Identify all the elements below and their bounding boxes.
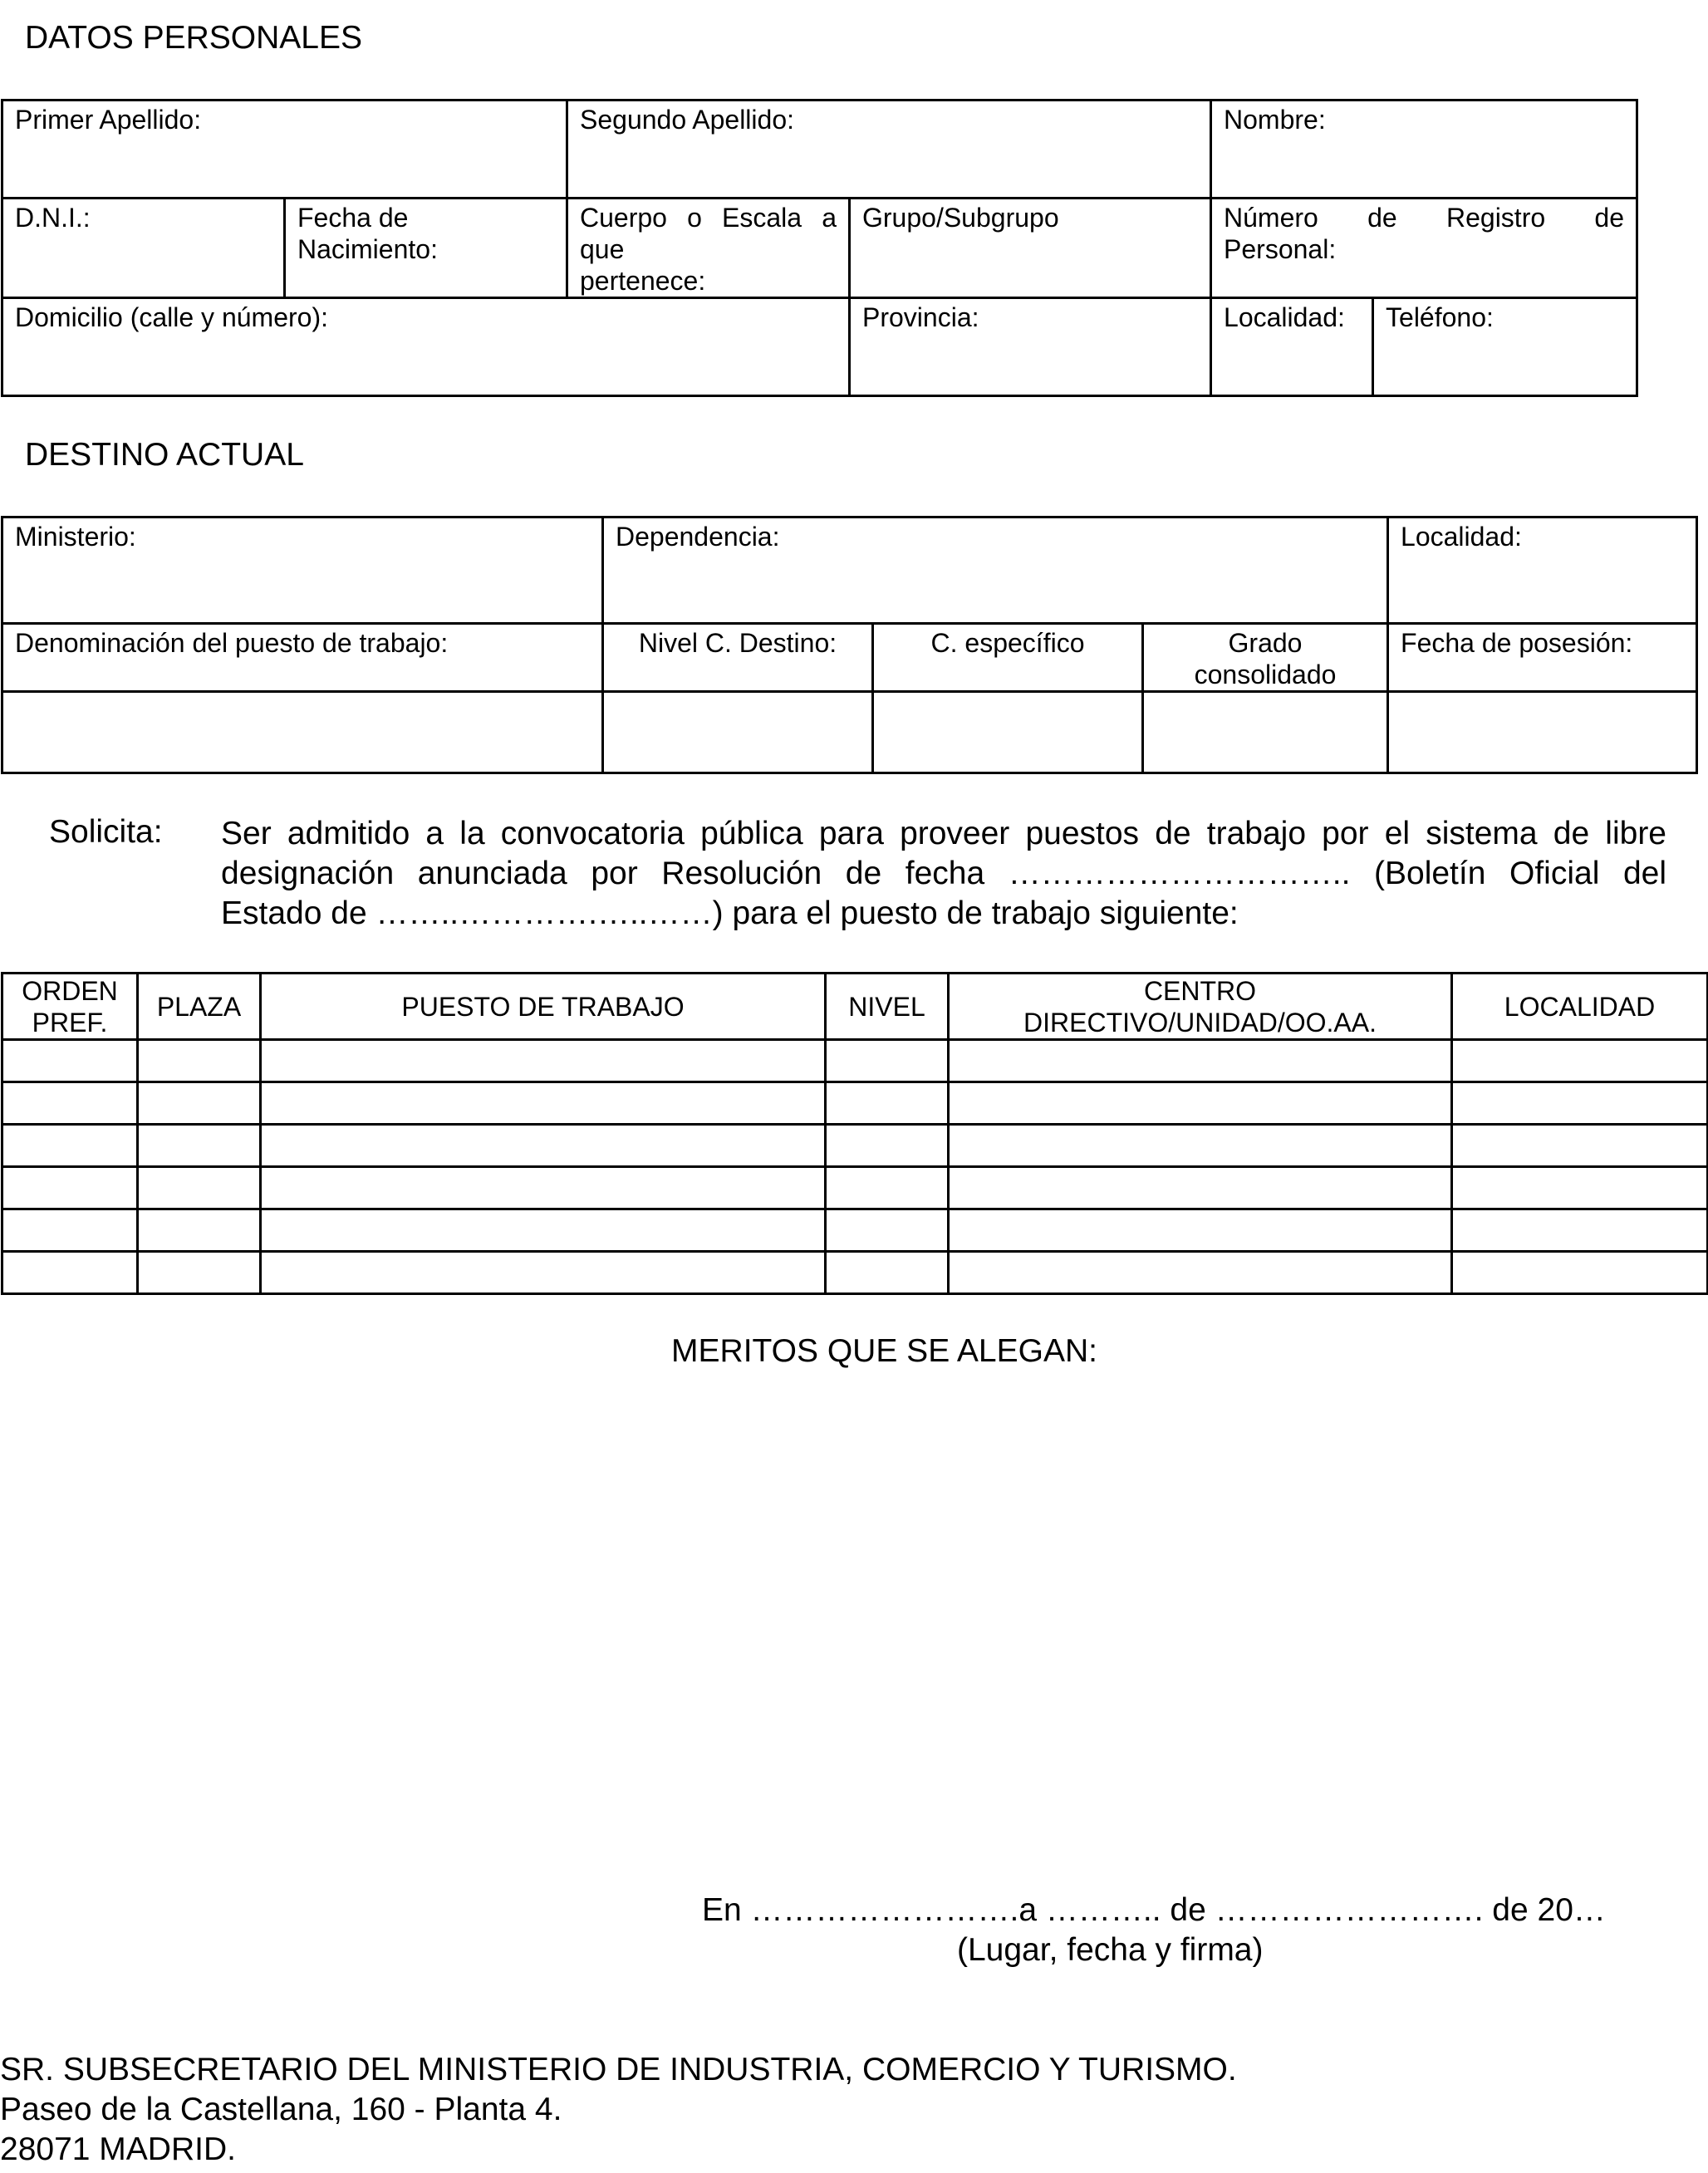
table-cell[interactable] [261, 1167, 826, 1209]
table-cell[interactable] [826, 1167, 949, 1209]
table-cell[interactable] [2, 1040, 138, 1082]
field-nombre[interactable] [1211, 101, 1637, 199]
table-cell[interactable] [1452, 1125, 1708, 1167]
meritos-title: MERITOS QUE SE ALEGAN: [671, 1333, 1097, 1369]
field-dependencia[interactable] [603, 517, 1388, 624]
header-denominacion [2, 624, 603, 692]
destinatario-line-3: 28071 MADRID. [0, 2131, 236, 2167]
header-plaza [138, 974, 261, 1040]
table-row [2, 1209, 1708, 1252]
label-fecha-nacimiento-2: Nacimiento: [297, 234, 438, 264]
table-cell[interactable] [949, 1082, 1452, 1125]
field-localidad-destino[interactable] [1388, 517, 1697, 624]
field-domicilio[interactable] [2, 298, 850, 396]
label-localidad: Localidad: [1224, 302, 1345, 332]
field-grupo-subgrupo[interactable] [850, 199, 1211, 298]
section-title-destino-actual: DESTINO ACTUAL [25, 437, 304, 473]
table-cell[interactable] [261, 1252, 826, 1294]
label-fecha-nacimiento-1: Fecha de [297, 203, 409, 233]
table-cell[interactable] [261, 1040, 826, 1082]
label-cuerpo-2: pertenece: [580, 266, 706, 296]
table-cell[interactable] [826, 1125, 949, 1167]
label-provincia: Provincia: [862, 302, 979, 332]
header-grado-consolidado [1143, 624, 1388, 692]
input-fecha-posesion[interactable] [1388, 692, 1697, 773]
header-orden-pref [2, 974, 138, 1040]
solicita-line-2: designación anunciada por Resolución de fecha ………………………….. (Boletín Oficial del [221, 856, 1666, 891]
header-fecha-posesion [1388, 624, 1697, 692]
field-telefono[interactable] [1373, 298, 1637, 396]
input-grado-consolidado[interactable] [1143, 692, 1388, 773]
input-denominacion[interactable] [2, 692, 603, 773]
table-cell[interactable] [261, 1209, 826, 1252]
table-cell[interactable] [2, 1209, 138, 1252]
field-cuerpo-escala[interactable] [567, 199, 850, 298]
label-centro-2: DIRECTIVO/UNIDAD/OO.AA. [1023, 1007, 1377, 1037]
label-plaza: PLAZA [156, 991, 242, 1022]
table-cell[interactable] [949, 1209, 1452, 1252]
field-dni[interactable] [2, 199, 285, 298]
label-localidad-plaza: LOCALIDAD [1504, 991, 1656, 1022]
label-centro-1: CENTRO [1143, 975, 1257, 1006]
table-row [2, 1082, 1708, 1125]
label-denominacion: Denominación del puesto de trabajo: [15, 628, 449, 658]
field-localidad[interactable] [1211, 298, 1373, 396]
table-cell[interactable] [138, 1167, 261, 1209]
label-dependencia: Dependencia: [616, 522, 780, 552]
table-cell[interactable] [826, 1209, 949, 1252]
table-cell[interactable] [826, 1082, 949, 1125]
field-ministerio[interactable] [2, 517, 603, 624]
label-localidad-destino: Localidad: [1401, 522, 1522, 552]
table-cell[interactable] [949, 1167, 1452, 1209]
header-nivel-destino [603, 624, 873, 692]
label-nivel: NIVEL [848, 991, 925, 1022]
destino-actual-table [1, 516, 1698, 774]
firma-line: En …………………….a ……….. de ……………………. de 20… [702, 1892, 1606, 1928]
destinatario-block [0, 2050, 1237, 2170]
solicita-line-3: Estado de ……..………….…..……) para el puesto de trabajo siguiente: [221, 895, 1239, 931]
table-cell[interactable] [1452, 1082, 1708, 1125]
solicita-text [221, 814, 1666, 934]
table-cell[interactable] [138, 1252, 261, 1294]
label-orden-2: PREF. [32, 1007, 108, 1037]
label-ministerio: Ministerio: [15, 522, 136, 552]
section-title-datos-personales: DATOS PERSONALES [25, 20, 363, 56]
table-cell[interactable] [1452, 1167, 1708, 1209]
label-cuerpo-1: Cuerpo o Escala a que [580, 203, 837, 264]
table-cell[interactable] [2, 1082, 138, 1125]
plazas-table [1, 972, 1708, 1295]
header-puesto-trabajo [261, 974, 826, 1040]
field-primer-apellido[interactable] [2, 101, 567, 199]
table-cell[interactable] [949, 1040, 1452, 1082]
datos-personales-table [1, 99, 1638, 397]
destinatario-line-2: Paseo de la Castellana, 160 - Planta 4. [0, 2092, 562, 2127]
label-grado-2: consolidado [1194, 660, 1337, 689]
label-dni: D.N.I.: [15, 203, 91, 233]
solicita-label: Solicita: [49, 814, 163, 850]
table-cell[interactable] [138, 1040, 261, 1082]
table-cell[interactable] [138, 1125, 261, 1167]
table-cell[interactable] [2, 1125, 138, 1167]
table-cell[interactable] [138, 1082, 261, 1125]
header-nivel [826, 974, 949, 1040]
input-c-especifico[interactable] [873, 692, 1143, 773]
table-cell[interactable] [261, 1125, 826, 1167]
table-cell[interactable] [949, 1125, 1452, 1167]
label-registro-1: Número de Registro de [1224, 203, 1625, 233]
label-nombre: Nombre: [1224, 105, 1326, 135]
label-fecha-posesion: Fecha de posesión: [1401, 628, 1633, 658]
header-centro-directivo [949, 974, 1452, 1040]
table-cell[interactable] [826, 1040, 949, 1082]
solicita-line-1: Ser admitido a la convocatoria pública para proveer puestos de trabajo por el sistema de libre [221, 816, 1666, 851]
field-segundo-apellido[interactable] [567, 101, 1211, 199]
table-row [2, 1125, 1708, 1167]
header-c-especifico [873, 624, 1143, 692]
label-domicilio: Domicilio (calle y número): [15, 302, 328, 332]
label-registro-2: Personal: [1224, 234, 1337, 264]
meritos-area[interactable] [0, 1383, 1708, 1865]
table-cell[interactable] [261, 1082, 826, 1125]
table-row [2, 1252, 1708, 1294]
label-telefono: Teléfono: [1386, 302, 1494, 332]
table-cell[interactable] [2, 1167, 138, 1209]
table-cell[interactable] [2, 1252, 138, 1294]
field-provincia[interactable] [850, 298, 1211, 396]
table-cell[interactable] [1452, 1252, 1708, 1294]
label-grado-1: Grado [1228, 628, 1303, 658]
field-fecha-nacimiento[interactable] [285, 199, 567, 298]
label-c-especifico: C. específico [930, 628, 1085, 658]
label-orden-1: ORDEN [22, 975, 118, 1006]
table-cell[interactable] [138, 1209, 261, 1252]
label-segundo-apellido: Segundo Apellido: [580, 105, 794, 135]
label-nivel-destino: Nivel C. Destino: [638, 628, 837, 658]
destinatario-line-1: SR. SUBSECRETARIO DEL MINISTERIO DE INDUSTRIA, COMERCIO Y TURISMO. [0, 2052, 1237, 2087]
input-nivel-destino[interactable] [603, 692, 873, 773]
table-cell[interactable] [1452, 1040, 1708, 1082]
label-puesto-trabajo: PUESTO DE TRABAJO [401, 991, 685, 1022]
table-cell[interactable] [826, 1252, 949, 1294]
label-grupo: Grupo/Subgrupo [862, 203, 1059, 233]
table-cell[interactable] [949, 1252, 1452, 1294]
firma-caption: (Lugar, fecha y firma) [957, 1932, 1264, 1968]
table-cell[interactable] [1452, 1209, 1708, 1252]
label-primer-apellido: Primer Apellido: [15, 105, 202, 135]
field-numero-registro[interactable] [1211, 199, 1637, 298]
table-row [2, 1040, 1708, 1082]
table-row [2, 1167, 1708, 1209]
header-localidad [1452, 974, 1708, 1040]
